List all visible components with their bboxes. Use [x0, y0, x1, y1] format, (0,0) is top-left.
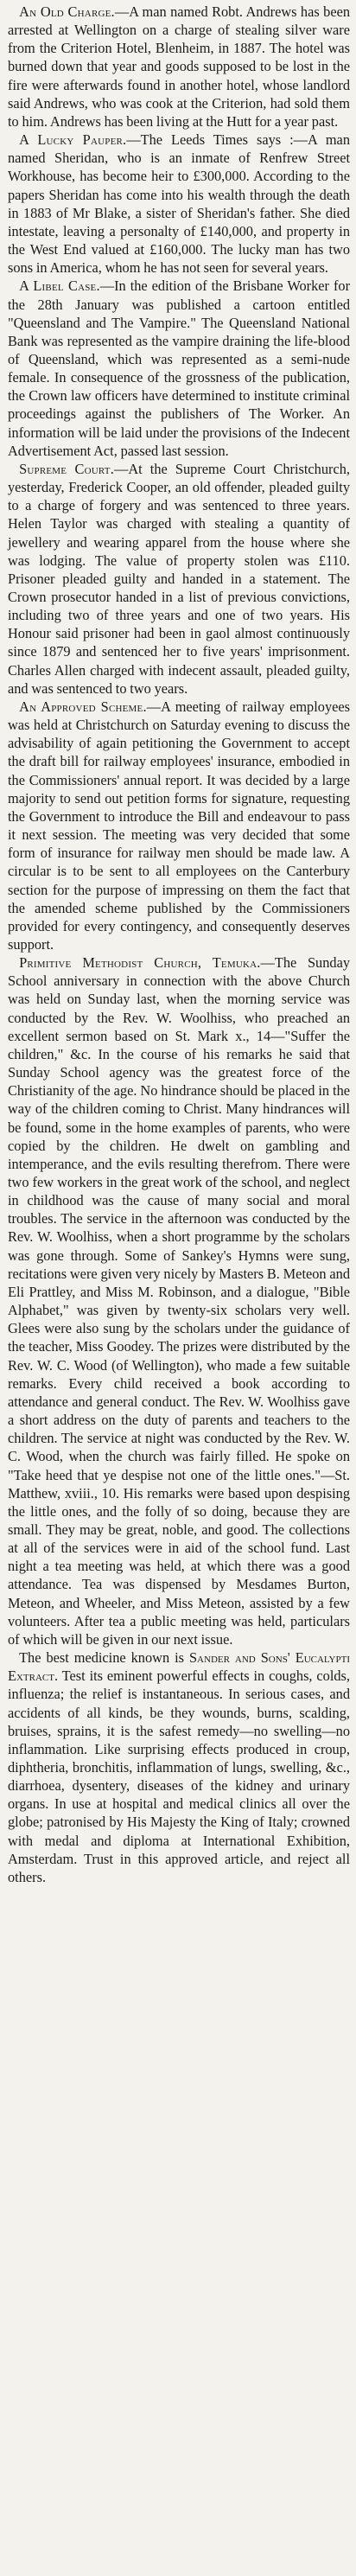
advertisement-eucalypti-extract — [8, 1648, 350, 1886]
advertisement-intro: The best medicine known is — [19, 1649, 189, 1667]
article-body: —The Leeds Times says :—A man named Sheridan, who is an inmate of Renfrew Street Workhouse, has become heir to £300,000. According to the papers Sheridan has come into his wealth through the death in 1883 of Mr Blake, a sister of Sheridan's father. She died intestate, leaving a personalty of £140,000, and property in the West End valued at £160,000. The lucky man has two sons in America, whom he has not seen for several years. — [8, 131, 350, 277]
article-an-approved-scheme — [8, 698, 350, 953]
article-heading: An Old Charge. — [19, 3, 115, 20]
article-heading: Primitive Methodist Church, Temuka. — [19, 954, 261, 972]
article-heading: A Lucky Pauper. — [19, 131, 127, 149]
advertisement-product-name: Sander and Sons' Eucalypti Extract. — [8, 1649, 350, 1685]
article-body: —A meeting of railway employees was held at Christchurch on Saturday evening to discuss the advisability of again petitioning the Government to accept the draft bill for railway employees' insurance, embodied in the Commissioners' annual report. It was decided by a large majority to send out petition forms for signature, requesting the Government to introduce the Bill and endeavour to pass it next session. The meeting was very decided that some form of insurance for railway men should be made law. A circular is to be sent to all employees on the Canterbury section for the purpose of impressing on them the fact that the amended scheme published by the Commissioners provided for every contingency, and consequently deserves support. — [8, 698, 350, 953]
advertisement-body: Test its eminent powerful effects in coughs, colds, influenza; the relief is instantaneous. In serious cases, and accidents of all kinds, be they wounds, burns, scalding, bruises, sprains, it is the safest remedy—no swelling—no inflammation. Like surprising effects produced in croup, diphtheria, bronchitis, inflammation of lungs, swelling, &c., diarrhoea, dysentery, diseases of the kidney and urinary organs. In use at hospital and medical clinics all over the globe; patronised by His Majesty the King of Italy; crowned with medal and diploma at International Exhibition, Amsterdam. Trust in this approved article, and reject all others. — [8, 1667, 350, 1885]
article-primitive-methodist-church — [8, 953, 350, 1648]
article-supreme-court — [8, 460, 350, 698]
article-a-lucky-pauper — [8, 131, 350, 277]
article-body: —A man named Robt. Andrews has been arrested at Wellington on a charge of stealing silver ware from the Criterion Hotel, Blenheim, in 1887. The hotel was burned down that year and goods supposed to be lost in the fire were afterwards found in another hotel, whose landlord said Andrews, who was cook at the Criterion, had sold them to him. Andrews has been living at the Hutt for a year past. — [8, 3, 351, 130]
article-heading: Supreme Court. — [19, 460, 114, 477]
article-body: —At the Supreme Court Christchurch, yesterday, Frederick Cooper, an old offender, pleaded guilty to a charge of forgery and was sentenced to three years. Helen Taylor was charged with stealing a quantity of jewellery and wearing apparel from the house where she was lodging. The value of property stolen was £110. Prisoner pleaded guilty and handed in a statement. The Crown prosecutor handed in a list of previous convictions, including two of three years and one of two years. His Honour said prisoner had been in gaol almost continuously since 1879 and sentenced her to five years' imprisonment. Charles Allen charged with indecent assault, pleaded guilty, and was sentenced to two years. — [8, 460, 350, 697]
article-body: —In the edition of the Brisbane Worker for the 28th January was published a cartoon entitled "Queensland and The Vampire." The Queensland National Bank was represented as the vampire draining the life-blood of Queensland, which was represented as a semi-nude female. In consequence of the grossness of the publication, the Crown law officers have determined to institute criminal proceedings against the publishers of The Worker. An information will be laid under the provisions of the Indecent Advertisement Act, passed last session. — [8, 277, 351, 459]
article-an-old-charge — [8, 3, 350, 131]
article-heading: A Libel Case. — [19, 277, 100, 295]
article-body: —The Sunday School anniversary in connection with the above Church was held on Sunday last, when the morning service was conducted by the Rev. W. Woolhiss, who preached an excellent sermon based on St. Mark x., 14—"Suffer the children," &c. In the course of his remarks he said that Sunday School agency was the greatest force of the Christianity of the age. No hindrance should be placed in the way of the children coming to Christ. Many hindrances will be found, some in the home examples of parents, who were copied by the children. He dwelt on gambling and intemperance, and the evils resulting therefrom. There were two few workers in the great work of the school, and neglect in childhood was the cause of many social and moral troubles. The service in the afternoon was conducted by the Rev. W. Woolhiss, when a short programme by the scholars was gone through. Some of Sankey's Hymns were sung, recitations were given very nicely by Masters B. Meteon and Eli Prattley, and Miss M. Robinson, and a dialogue, "Bible Alphabet," was given by twenty-six scholars very well. Glees were also sung by the scholars under the guidance of the teacher, Miss Goodey. The prizes were distributed by the Rev. W. C. Wood (of Wellington), who made a few suitable remarks. Every child received a book according to attendance and general conduct. The Rev. W. Woolhiss gave a short address on the duty of parents and teachers to the children. The service at night was conducted by the Rev. W. C. Wood, when the church was fairly filled. He spoke on "Take heed that ye despise not one of the little ones."—St. Matthew, xviii., 10. His remarks were based upon despising the little ones, and the folly of so doing, because they are small. They may be great, noble, and good. The collections at all of the services were in aid of the school fund. Last night a tea meeting was held, at which there was a good attendance. Tea was dispensed by Mesdames Burton, Meteon, and Wheeler, and Miss Meteon, assisted by a few volunteers. After tea a public meeting was held, particulars of which will be given in our next issue. — [8, 954, 350, 1648]
article-heading: An Approved Scheme. — [19, 698, 147, 715]
article-a-libel-case — [8, 277, 350, 460]
